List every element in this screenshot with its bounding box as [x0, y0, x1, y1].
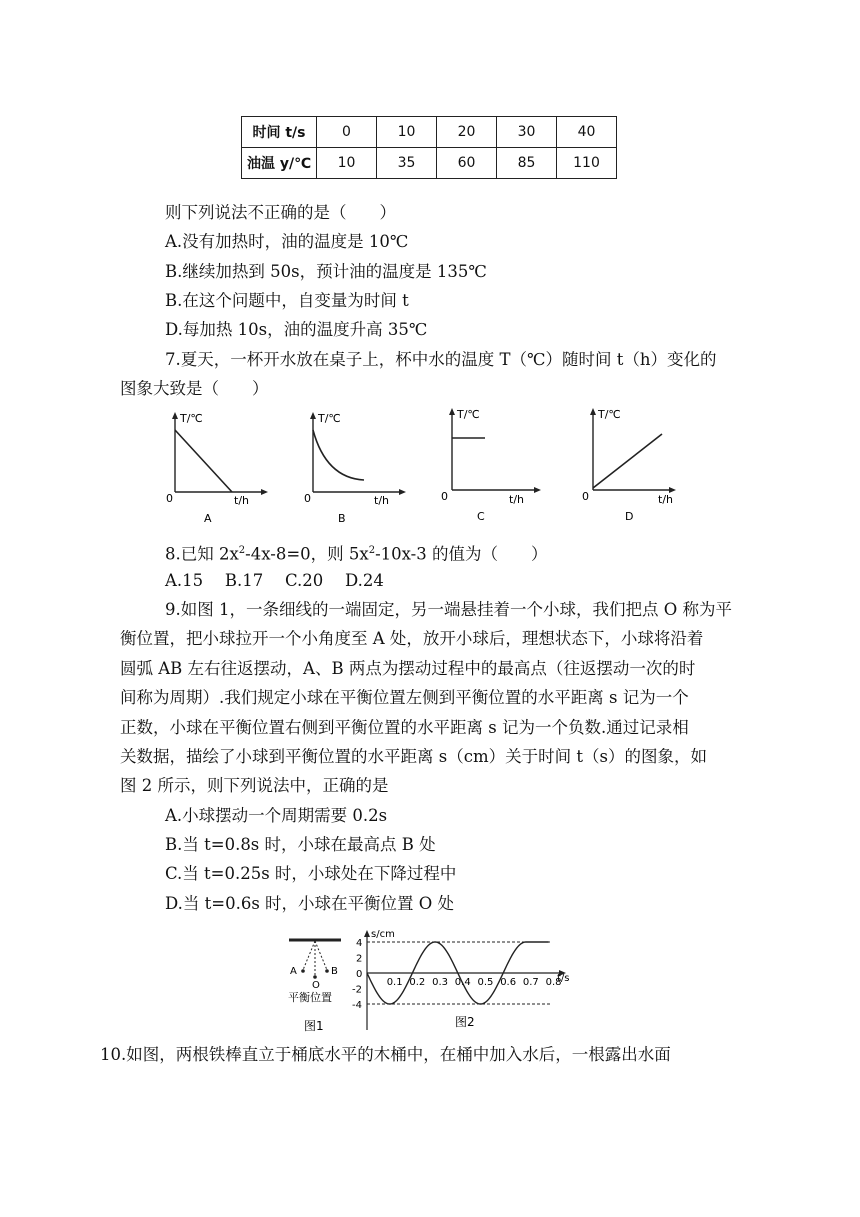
graph-a [160, 408, 280, 526]
fig2-x-tick-label: 0.8 [545, 977, 562, 988]
fig2-x-tick-label: 0.5 [477, 977, 494, 988]
fig2-x-tick-label: 0.2 [409, 977, 426, 988]
fig2-y-tick-label: -2 [352, 984, 362, 996]
graph-c [437, 404, 557, 522]
graph-a-curve [175, 430, 232, 492]
fig2-x-axis-label: t/s [557, 973, 570, 984]
graph-b-curve [313, 430, 364, 480]
table-row [242, 117, 617, 148]
graph-b-y-label: T/℃ [318, 412, 341, 425]
temp-cell: 85 [497, 148, 557, 179]
time-cell: 10 [377, 117, 437, 148]
fig2-y-tick-label: 2 [356, 953, 363, 965]
graph-c-y-label: T/℃ [457, 408, 480, 421]
fig1-label-a: A [290, 966, 297, 977]
q6-option-c: B.在这个问题中，自变量为时间 t [165, 291, 409, 310]
header-temp: 油温 y/℃ [242, 148, 317, 179]
graph-d-curve [593, 434, 662, 488]
fig1-label-b: B [331, 966, 338, 977]
q9-option-b: B.当 t=0.8s 时，小球在最高点 B 处 [165, 835, 436, 854]
q8-stem-mid: -4x-8=0，则 5x [245, 544, 369, 564]
fig2-x-tick-label: 0.1 [386, 977, 403, 988]
fig2-x-tick-label: 0.7 [522, 977, 539, 988]
fig2-x-tick-label: 0.3 [432, 977, 449, 988]
fig2-x-tick-label: 0.4 [454, 977, 471, 988]
fig1-label-o: O [312, 980, 320, 991]
q8-stem [165, 539, 548, 567]
q8-stem-pre: 8.已知 2x [165, 544, 239, 564]
q7-stem-line1: 7.夏天，一杯开水放在桌子上，杯中水的温度 T（℃）随时间 t（h）变化的 [165, 350, 717, 369]
oil-temperature-table [241, 116, 617, 179]
graph-a-label: A [204, 512, 212, 525]
graph-a-x-label: t/h [234, 494, 249, 507]
q6-stem: 则下列说法不正确的是（ ） [165, 203, 396, 222]
q9-option-c: C.当 t=0.25s 时，小球处在下降过程中 [165, 864, 457, 883]
graph-d-origin: 0 [582, 490, 589, 503]
q9-option-a: A.小球摆动一个周期需要 0.2s [165, 806, 388, 825]
time-cell: 20 [437, 117, 497, 148]
time-cell: 0 [317, 117, 377, 148]
graph-b [298, 408, 418, 526]
graph-b-origin: 0 [304, 492, 311, 505]
q8-sup1: 2 [238, 545, 246, 556]
q9-stem-line3: 圆弧 AB 左右往返摆动，A、B 两点为摆动过程中的最高点（往返摆动一次的时 [120, 659, 696, 678]
graph-b-label: B [338, 512, 346, 525]
q8-sup2: 2 [368, 545, 376, 556]
q9-stem-line2: 衡位置，把小球拉开一个小角度至 A 处，放开小球后，理想状态下，小球将沿着 [120, 629, 704, 648]
figure-1-pendulum [284, 932, 354, 1034]
time-cell: 40 [557, 117, 617, 148]
q9-stem-line6: 关数据，描绘了小球到平衡位置的水平距离 s（cm）关于时间 t（s）的图象，如 [120, 747, 707, 766]
q9-stem-line5: 正数，小球在平衡位置右侧到平衡位置的水平距离 s 记为一个负数.通过记录相 [120, 718, 689, 737]
q9-option-d: D.当 t=0.6s 时，小球在平衡位置 O 处 [165, 894, 455, 913]
fig2-x-tick-label: 0.6 [500, 977, 517, 988]
graph-c-x-label: t/h [509, 493, 524, 506]
temp-cell: 110 [557, 148, 617, 179]
graph-d [578, 404, 698, 522]
time-cell: 30 [497, 117, 557, 148]
fig2-y-tick-label: 4 [356, 938, 363, 949]
graph-d-y-label: T/℃ [598, 408, 621, 421]
graph-d-label: D [625, 510, 634, 523]
fig1-title: 图1 [304, 1019, 324, 1033]
temp-cell: 60 [437, 148, 497, 179]
fig2-y-axis-label: s/cm [371, 929, 395, 940]
temp-cell: 35 [377, 148, 437, 179]
q9-stem-line4: 间称为周期）.我们规定小球在平衡位置左侧到平衡位置的水平距离 s 记为一个 [120, 688, 689, 707]
temp-cell: 10 [317, 148, 377, 179]
graph-c-origin: 0 [441, 490, 448, 503]
q8-stem-post: -10x-3 的值为（ ） [375, 544, 548, 564]
q8-options: A.15 B.17 C.20 D.24 [165, 571, 384, 590]
graph-a-origin: 0 [166, 492, 173, 505]
graph-d-x-label: t/h [658, 493, 673, 506]
q6-option-d: D.每加热 10s，油的温度升高 35℃ [165, 320, 428, 339]
q7-stem-line2: 图象大致是（ ） [120, 379, 269, 398]
fig2-title: 图2 [455, 1015, 475, 1029]
graph-a-y-label: T/℃ [180, 412, 203, 425]
q6-option-a: A.没有加热时，油的温度是 10℃ [165, 232, 409, 251]
fig2-y-tick-label: 0 [356, 969, 363, 980]
q9-stem-line7: 图 2 所示，则下列说法中，正确的是 [120, 776, 389, 795]
graph-b-x-label: t/h [374, 494, 389, 507]
figure-2-chart [352, 926, 582, 1034]
fig2-y-tick-label: -4 [352, 1000, 362, 1011]
header-time: 时间 t/s [242, 117, 317, 148]
q6-option-b: B.继续加热到 50s，预计油的温度是 135℃ [165, 262, 487, 281]
q10-stem-line1: 10.如图，两根铁棒直立于桶底水平的木桶中，在桶中加入水后，一根露出水面 [100, 1045, 671, 1064]
table-row [242, 148, 617, 179]
graph-c-label: C [477, 510, 485, 523]
fig1-caption: 平衡位置 [288, 991, 332, 1004]
q9-stem-line1: 9.如图 1，一条细线的一端固定，另一端悬挂着一个小球，我们把点 O 称为平 [165, 600, 733, 619]
